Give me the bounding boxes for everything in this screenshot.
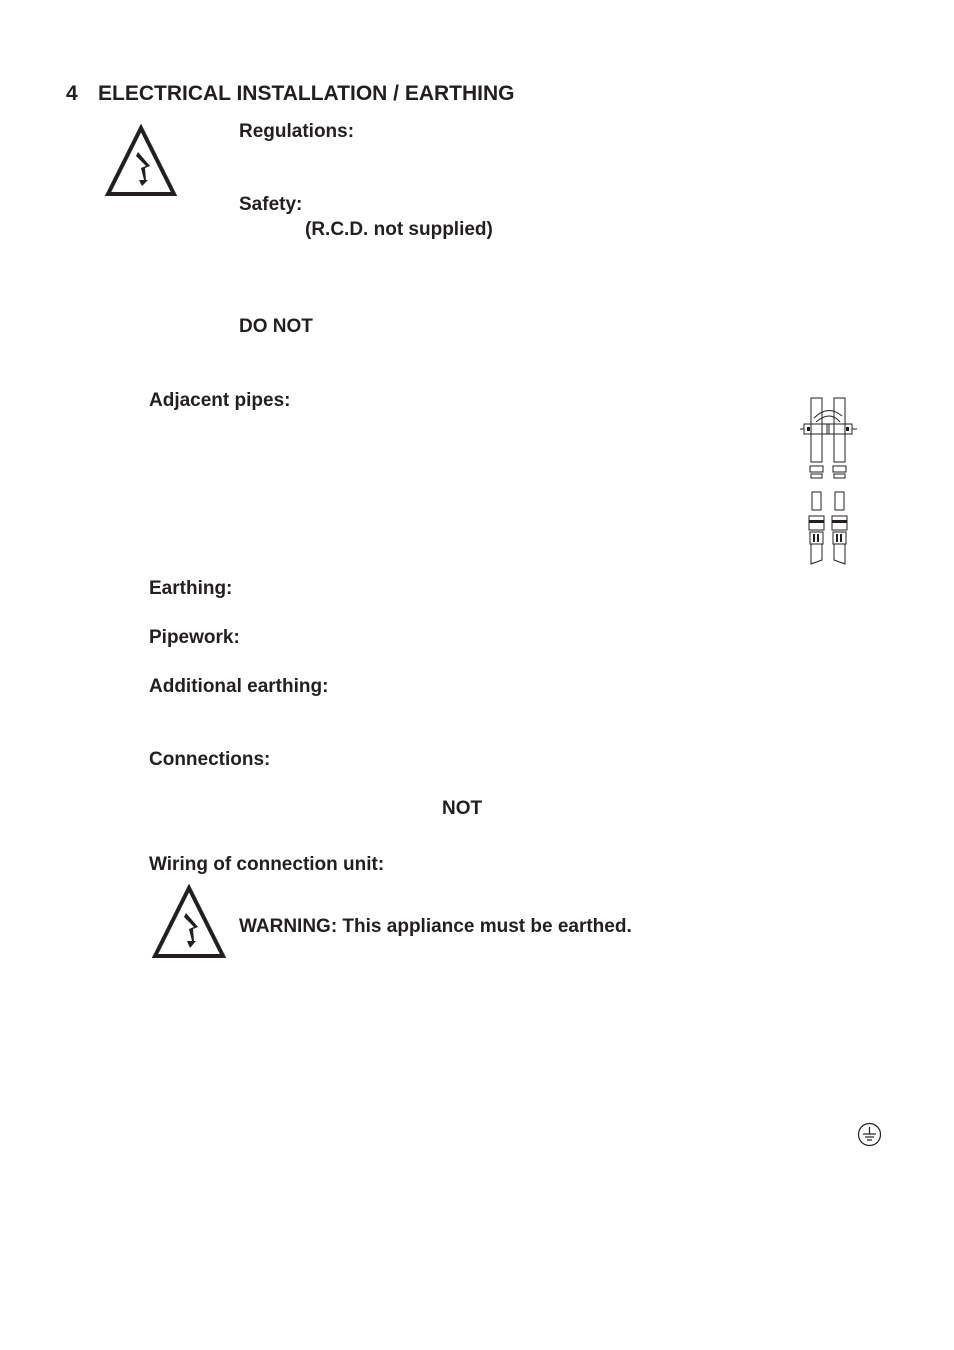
pipework-label: Pipework:: [149, 627, 240, 648]
adjacent-pipes-label: Adjacent pipes:: [149, 390, 291, 411]
electrical-hazard-icon: [104, 124, 178, 198]
rcd-note: (R.C.D. not supplied): [305, 219, 493, 240]
regulations-label: Regulations:: [239, 121, 355, 142]
earthing-label: Earthing:: [149, 578, 233, 599]
additional-earthing-label: Additional earthing:: [149, 676, 329, 697]
earth-ground-icon: [856, 1122, 884, 1148]
earthing-pipes-diagram: [796, 394, 862, 570]
do-not-label: DO NOT: [239, 316, 313, 337]
warning-text: WARNING: This appliance must be earthed.: [239, 916, 632, 937]
wiring-label: Wiring of connection unit:: [149, 854, 385, 875]
section-number: 4: [66, 82, 78, 105]
section-title: ELECTRICAL INSTALLATION / EARTHING: [98, 82, 515, 105]
connections-label: Connections:: [149, 749, 271, 770]
safety-label: Safety:: [239, 194, 303, 215]
not-label: NOT: [442, 798, 483, 819]
warning-hazard-icon: [151, 884, 227, 960]
